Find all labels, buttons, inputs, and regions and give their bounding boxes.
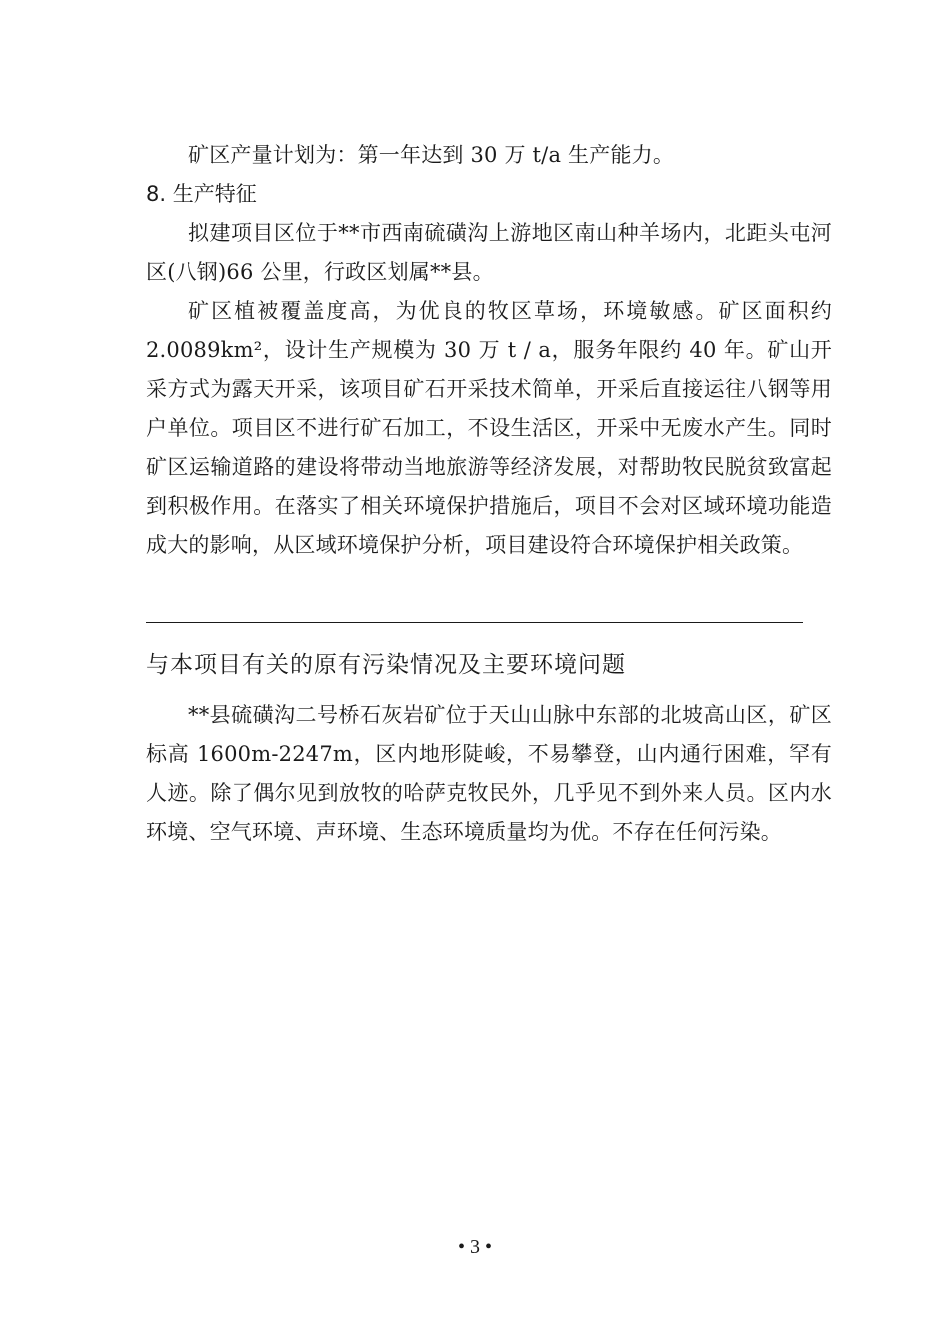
upper-text-block [146, 136, 832, 565]
section-divider [146, 622, 803, 623]
section-body [146, 696, 832, 852]
production-features-heading: 8. 生产特征 [146, 182, 257, 206]
page-number: • 3 • [457, 1236, 492, 1258]
production-capacity-paragraph: 矿区产量计划为：第一年达到 30 万 t/a 生产能力。 [188, 143, 675, 167]
project-location-paragraph: 拟建项目区位于**市西南硫磺沟上游地区南山种羊场内，北距头屯河区(八钢)66 公里，行政区划属**县。 [146, 221, 832, 284]
pollution-status-paragraph: **县硫磺沟二号桥石灰岩矿位于天山山脉中东部的北坡高山区，矿区标高 1600m-2247m，区内地形陡峻，不易攀登，山内通行困难，罕有人迹。除了偶尔见到放牧的哈萨克牧民外，几乎见不到外来人员。区内水环境、空气环境、声环境、生态环境质量均为优。不存在任何污染。 [146, 703, 832, 844]
section-title: 与本项目有关的原有污染情况及主要环境问题 [146, 652, 626, 678]
project-features-paragraph: 矿区植被覆盖度高，为优良的牧区草场，环境敏感。矿区面积约 2.0089km²，设计生产规模为 30 万 t / a，服务年限约 40 年。矿山开采方式为露天开采，该项目矿石开采技术简单，开采后直接运往八钢等用户单位。项目区不进行矿石加工，不设生活区，开采中无废水产生。同时矿区运输道路的建设将带动当地旅游等经济发展，对帮助牧民脱贫致富起到积极作用。在落实了相关环境保护措施后，项目不会对区域环境功能造成大的影响，从区域环境保护分析，项目建设符合环境保护相关政策。 [146, 299, 832, 557]
